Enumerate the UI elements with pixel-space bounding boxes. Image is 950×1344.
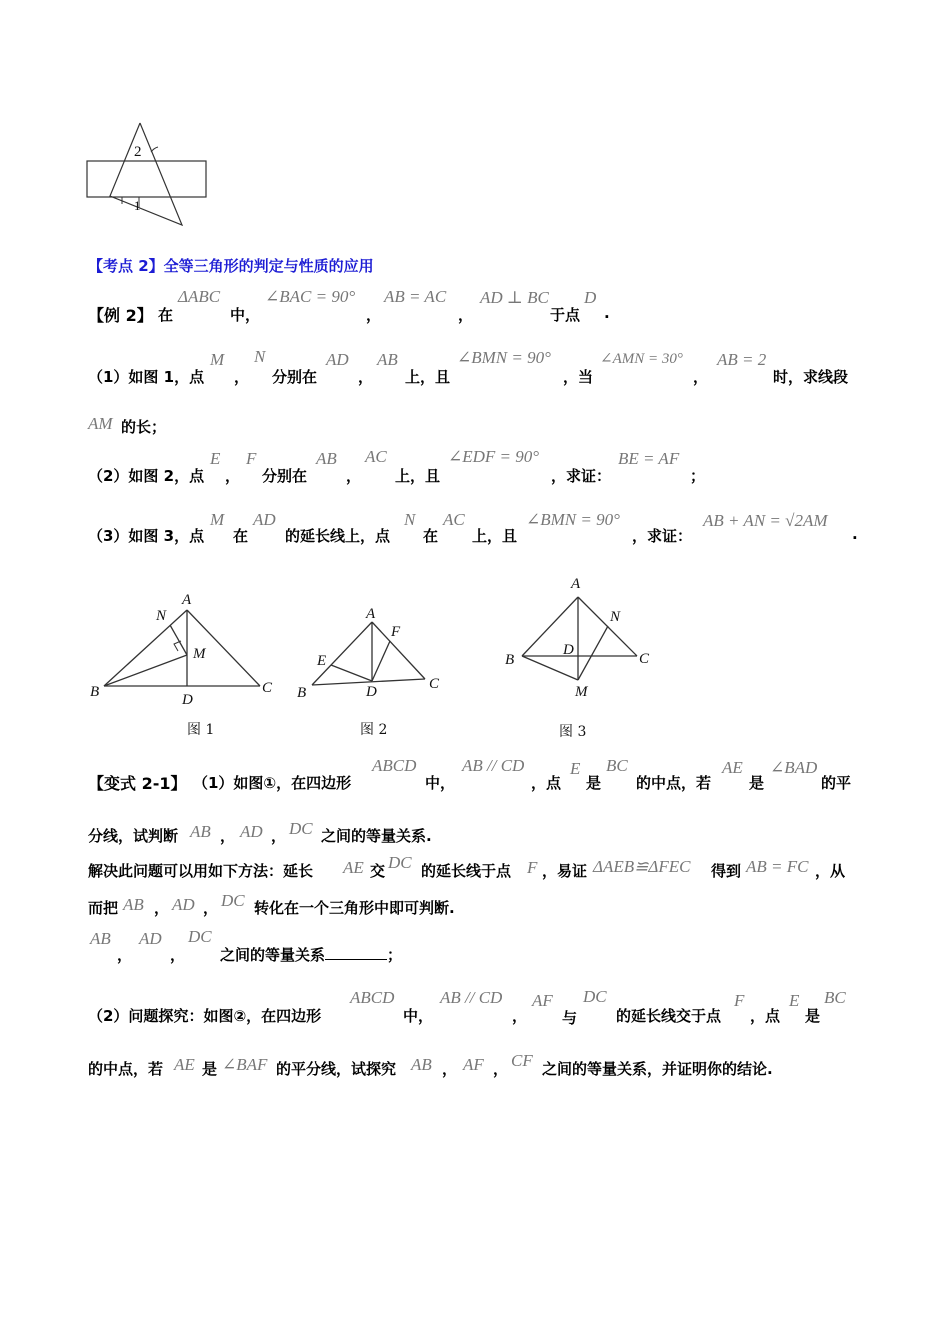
text: 时，求线段 <box>773 368 849 386</box>
math: AE <box>722 758 743 777</box>
point-b: B <box>297 685 307 701</box>
text: . <box>604 304 610 322</box>
figure-2-diagram <box>292 592 452 742</box>
math: F <box>734 991 745 1010</box>
text: . <box>852 525 858 543</box>
text: ， <box>358 368 374 386</box>
text: 上，且 <box>405 368 451 386</box>
point-n: N <box>610 609 621 625</box>
math: AB // CD <box>440 988 503 1007</box>
text: ，求证： <box>632 527 693 545</box>
text: 的平分线，试探究 <box>276 1060 397 1078</box>
point-m: M <box>575 684 588 700</box>
point-a: A <box>366 606 376 622</box>
text: 得到 <box>711 862 742 880</box>
math: AB <box>90 929 111 948</box>
figure-1-caption: 图 1 <box>187 722 215 738</box>
math: N <box>404 510 416 529</box>
question-2-text: （2）如图 2，点 <box>88 467 205 485</box>
text: 是 <box>586 774 602 792</box>
math-ad-perp-bc: AD ⊥ BC <box>480 288 549 307</box>
text: 分线，试判断 <box>88 827 179 845</box>
text: ， <box>154 899 170 917</box>
text: 是 <box>202 1060 218 1078</box>
text: ， <box>458 306 474 324</box>
text: ，易证 <box>542 862 588 880</box>
math: DC <box>289 819 313 838</box>
text: 的长； <box>121 418 167 436</box>
math: BE = AF <box>618 449 680 468</box>
math: DC <box>188 927 212 946</box>
math: AD <box>326 350 349 369</box>
text: ，点 <box>750 1007 781 1025</box>
answer-line-label <box>220 944 402 965</box>
text: 分别在 <box>272 368 318 386</box>
text: ； <box>690 467 706 485</box>
point-a: A <box>571 576 581 592</box>
text: 之间的等量关系 <box>220 946 326 964</box>
math-ab-eq-ac: AB = AC <box>384 287 447 306</box>
text: ，点 <box>531 774 562 792</box>
text: 上，且 <box>395 467 441 485</box>
text: ， <box>203 899 219 917</box>
text: 是 <box>749 774 765 792</box>
math: AC <box>365 447 387 466</box>
variant-part-2-text: （2）问题探究：如图②，在四边形 <box>88 1007 322 1025</box>
math: DC <box>583 987 607 1006</box>
text: ， <box>225 467 241 485</box>
text: 与 <box>562 1009 578 1027</box>
text: 的延长线于点 <box>421 862 512 880</box>
point-b: B <box>90 684 100 700</box>
text: 于点 <box>550 306 581 324</box>
math: AB <box>411 1055 432 1074</box>
text: 中， <box>403 1007 434 1025</box>
text: ； <box>387 946 403 964</box>
math: ΔAEB≌ΔFEC <box>593 857 691 876</box>
text: ， <box>366 306 382 324</box>
math: AB = FC <box>746 857 809 876</box>
method-text: 解决此问题可以用如下方法：延长 <box>88 862 314 880</box>
math: AM <box>88 414 113 433</box>
math: BC <box>824 988 846 1007</box>
text: 的延长线上，点 <box>285 527 391 545</box>
figure-2-caption: 图 2 <box>360 722 388 738</box>
math: F <box>527 858 538 877</box>
text: ， <box>117 946 133 964</box>
math: AD <box>172 895 195 914</box>
math-triangle-abc: ΔABC <box>178 287 221 306</box>
math: ∠BAF <box>222 1055 268 1074</box>
math: AF <box>463 1055 484 1074</box>
text: 在 <box>233 527 249 545</box>
answer-blank[interactable] <box>325 945 387 960</box>
math: AD <box>240 822 263 841</box>
math: ∠EDF = 90° <box>448 447 540 466</box>
math: CF <box>511 1051 533 1070</box>
top-figure-triangle-rectangle <box>82 118 217 233</box>
angle-1-label: 1 <box>134 198 141 213</box>
point-d: D <box>182 692 193 708</box>
math: AB // CD <box>462 756 525 775</box>
text: 交 <box>370 862 386 880</box>
math: M <box>210 510 225 529</box>
math: ∠BMN = 90° <box>457 348 551 367</box>
math-angle-bac: ∠BAC = 90° <box>265 287 356 306</box>
point-d: D <box>563 642 574 658</box>
math: AE <box>174 1055 195 1074</box>
text: 的延长线交于点 <box>616 1007 722 1025</box>
figure-3-diagram <box>497 572 667 744</box>
point-a: A <box>182 592 192 608</box>
math: E <box>570 759 581 778</box>
text: ， <box>693 368 709 386</box>
text: ，求证： <box>551 467 612 485</box>
math: ABCD <box>372 756 417 775</box>
math: E <box>789 991 800 1010</box>
text: ， <box>493 1060 509 1078</box>
figure-3-caption: 图 3 <box>559 724 587 740</box>
text: 在 <box>158 306 174 324</box>
math: AD <box>253 510 276 529</box>
text: ， <box>234 368 250 386</box>
point-b: B <box>505 652 515 668</box>
text: 转化在一个三角形中即可判断. <box>254 899 455 917</box>
point-e: E <box>317 653 327 669</box>
math: ∠AMN = 30° <box>600 351 683 367</box>
text: ， <box>512 1007 528 1025</box>
point-c: C <box>639 651 650 667</box>
text: 中， <box>230 306 261 324</box>
point-c: C <box>262 680 273 696</box>
example-tag: 【例 2】 <box>88 306 153 325</box>
math: AC <box>443 510 465 529</box>
text: 的中点，若 <box>636 774 712 792</box>
figure-1-diagram <box>82 582 282 742</box>
variant-tag: 【变式 2-1】 <box>88 774 187 793</box>
text: 在 <box>423 527 439 545</box>
math: ∠BMN = 90° <box>526 510 620 529</box>
math: M <box>210 350 225 369</box>
point-n: N <box>156 608 167 624</box>
math: DC <box>221 891 245 910</box>
math: ABCD <box>350 988 395 1007</box>
math: ∠BAD <box>770 758 818 777</box>
question-1-text: （1）如图 1，点 <box>88 368 205 386</box>
point-c: C <box>429 676 440 692</box>
math: DC <box>388 853 412 872</box>
point-d: D <box>366 684 377 700</box>
math: AB <box>377 350 398 369</box>
text: ， <box>271 827 287 845</box>
angle-2-label: 2 <box>134 144 142 160</box>
text: ， <box>346 467 362 485</box>
text: 之间的等量关系. <box>321 827 432 845</box>
text: ， <box>442 1060 458 1078</box>
text: 之间的等量关系，并证明你的结论. <box>542 1060 773 1078</box>
math: AB <box>316 449 337 468</box>
math: AB = 2 <box>717 350 767 369</box>
point-f: F <box>391 624 401 640</box>
text: 分别在 <box>262 467 308 485</box>
math: E <box>210 449 221 468</box>
math: AD <box>139 929 162 948</box>
text: 中， <box>425 774 456 792</box>
question-3-text: （3）如图 3，点 <box>88 527 205 545</box>
text: 而把 <box>88 899 119 917</box>
text: ， <box>220 827 236 845</box>
text: ，当 <box>563 368 594 386</box>
math: N <box>254 347 266 366</box>
text: ， <box>170 946 186 964</box>
point-m: M <box>193 646 206 662</box>
math: AB <box>190 822 211 841</box>
variant-part-1-text: （1）如图①，在四边形 <box>193 774 352 792</box>
section-heading: 【考点 2】全等三角形的判定与性质的应用 <box>88 257 374 275</box>
math: F <box>246 449 257 468</box>
text: 是 <box>805 1007 821 1025</box>
text: 的中点，若 <box>88 1060 164 1078</box>
math-d: D <box>584 288 597 307</box>
math: AE <box>343 858 364 877</box>
math: BC <box>606 756 628 775</box>
text: 上，且 <box>472 527 518 545</box>
text: 的平 <box>821 774 852 792</box>
text: ，从 <box>815 862 846 880</box>
math: AB <box>123 895 144 914</box>
math-sqrt2-proof: AB + AN = √2AM <box>703 511 828 530</box>
math: AF <box>532 991 553 1010</box>
